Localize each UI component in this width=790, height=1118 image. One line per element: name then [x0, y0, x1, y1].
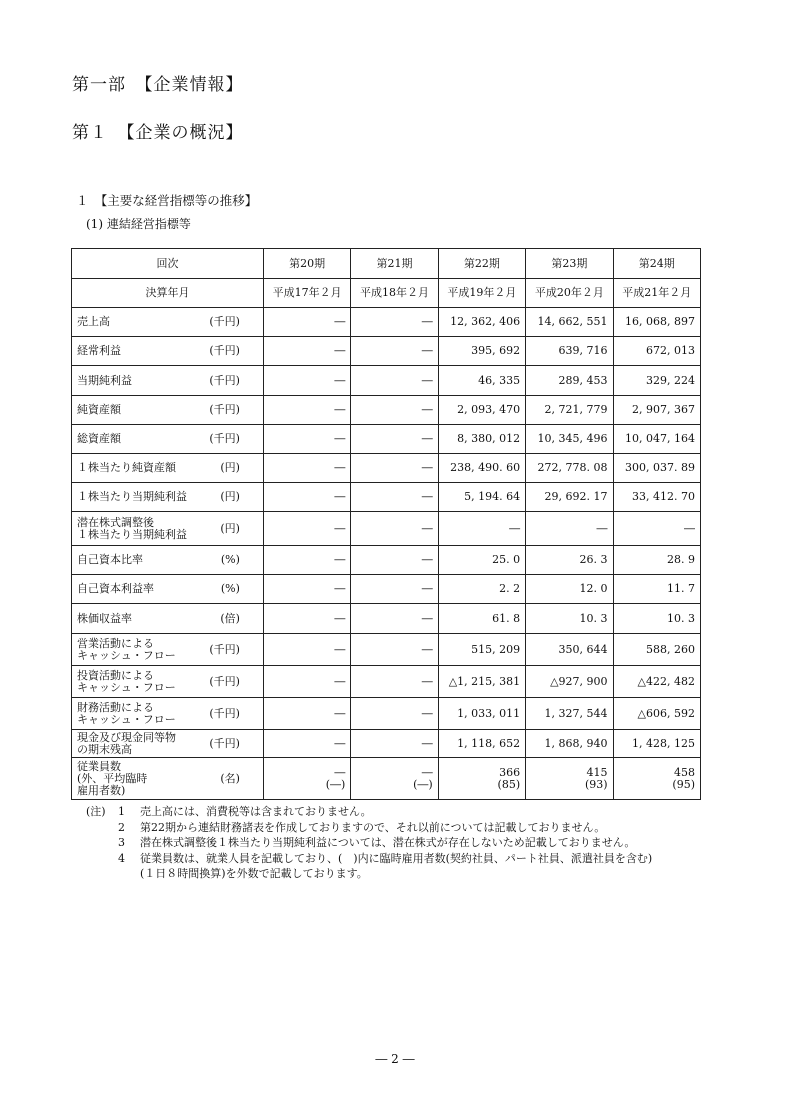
value-cell [438, 634, 525, 666]
row-label: 営業活動による [77, 636, 154, 650]
cell-value: ― [334, 706, 346, 720]
cell-value: 16, 068, 897 [625, 315, 695, 328]
value-cell [613, 604, 700, 634]
cell-subvalue: (85) [497, 777, 521, 791]
cell-value: 272, 778. 08 [537, 461, 608, 474]
value-cell [263, 575, 350, 604]
row-unit: (千円) [209, 403, 240, 416]
value-cell [526, 454, 613, 483]
table-row [72, 730, 701, 758]
cell-value: 515, 209 [471, 642, 521, 656]
note-item [86, 820, 652, 836]
note-item-continuation [86, 866, 652, 882]
row-label: 自己資本利益率 [77, 582, 154, 595]
value-cell [351, 396, 438, 425]
period-header: 第22期 [438, 249, 525, 279]
note-text: 第22期から連結財務諸表を作成しておりますので、それ以前については記載しておりません。 [140, 820, 606, 834]
note-text: (１日８時間換算)を外数で記載しております。 [140, 867, 368, 880]
value-cell [613, 308, 700, 337]
value-cell [263, 546, 350, 575]
page-number: ― 2 ― [375, 1052, 415, 1066]
row-label: 投資活動による [77, 668, 154, 682]
cell-value: △927, 900 [550, 674, 608, 688]
cell-value: 289, 453 [558, 373, 608, 387]
header-label: 決算年月 [72, 279, 264, 308]
subsection-heading: (1) 連結経営指標等 [86, 217, 191, 231]
value-cell [351, 337, 438, 366]
value-cell [526, 308, 613, 337]
value-cell [526, 546, 613, 575]
cell-value: ― [334, 373, 346, 387]
row-label: 現金及び現金同等物 [77, 730, 176, 744]
cell-value: 1, 033, 011 [457, 706, 521, 720]
value-cell [526, 730, 613, 758]
value-cell [438, 666, 525, 698]
row-label: １株当たり当期純利益 [77, 490, 187, 503]
cell-value: 395, 692 [471, 344, 521, 357]
row-label: １株当たり純資産額 [77, 461, 176, 474]
row-label: 自己資本比率 [77, 553, 143, 566]
table-row [72, 634, 701, 666]
value-cell [526, 575, 613, 604]
row-label: 株価収益率 [77, 611, 132, 625]
cell-value: 33, 412. 70 [632, 490, 695, 503]
row-label: 従業員数 [77, 759, 121, 773]
row-unit: (倍) [220, 611, 240, 625]
row-label-cell [72, 758, 264, 800]
cell-value: ― [334, 582, 346, 595]
value-cell [613, 575, 700, 604]
cell-value: 25. 0 [492, 553, 521, 566]
value-cell [263, 366, 350, 396]
date-header: 平成18年２月 [351, 279, 438, 308]
financial-indicators-table [71, 248, 701, 800]
period-header: 第21期 [351, 249, 438, 279]
cell-value: 588, 260 [646, 642, 695, 656]
table-row [72, 698, 701, 730]
table-row [72, 366, 701, 396]
row-unit: (千円) [209, 736, 240, 750]
table-row [72, 575, 701, 604]
cell-value: ― [421, 736, 433, 750]
table-row [72, 337, 701, 366]
cell-value: 1, 868, 940 [544, 736, 608, 750]
cell-value: ― [421, 706, 433, 720]
value-cell [263, 604, 350, 634]
cell-value: ― [334, 521, 346, 535]
table-row [72, 425, 701, 454]
value-cell [351, 698, 438, 730]
cell-value: ― [334, 765, 346, 779]
value-cell [263, 425, 350, 454]
value-cell [613, 698, 700, 730]
cell-value: ― [421, 553, 433, 566]
cell-subvalue: (95) [672, 777, 695, 791]
cell-value: 2, 721, 779 [544, 403, 608, 416]
row-label-cell [72, 337, 264, 366]
cell-value: ― [421, 344, 433, 357]
cell-value: ― [334, 490, 346, 503]
cell-value: ― [334, 461, 346, 474]
period-header: 第20期 [263, 249, 350, 279]
value-cell [351, 425, 438, 454]
table-row [72, 483, 701, 512]
value-cell [351, 604, 438, 634]
cell-value: ― [421, 582, 433, 595]
row-unit: (%) [220, 553, 240, 566]
value-cell [526, 396, 613, 425]
cell-value: ― [421, 642, 433, 656]
row-label: 雇用者数) [77, 783, 126, 797]
value-cell [526, 698, 613, 730]
value-cell [613, 396, 700, 425]
row-label-cell [72, 604, 264, 634]
cell-value: ― [421, 315, 433, 328]
cell-value: ― [334, 432, 346, 445]
note-number: 3 [118, 836, 125, 849]
value-cell [263, 634, 350, 666]
cell-value: 1, 327, 544 [544, 706, 608, 720]
row-label-cell [72, 366, 264, 396]
note-text: 従業員数は、就業人員を記載しており、( )内に臨時雇用者数(契約社員、パート社員、派遣社員を含む) [140, 851, 653, 865]
row-label: １株当たり当期純利益 [77, 527, 187, 541]
note-number: 2 [118, 820, 125, 834]
value-cell [351, 483, 438, 512]
row-label-cell [72, 454, 264, 483]
table-row [72, 546, 701, 575]
cell-value: ― [334, 736, 346, 750]
row-unit: (千円) [209, 373, 240, 387]
row-label: 経常利益 [77, 344, 121, 357]
cell-value: 46, 335 [478, 373, 521, 387]
table-row [72, 604, 701, 634]
cell-value: 10. 3 [579, 611, 608, 625]
cell-value: 8, 380, 012 [457, 432, 521, 445]
row-label: 総資産額 [77, 432, 121, 445]
value-cell [351, 546, 438, 575]
header-label: 回次 [72, 249, 264, 279]
cell-value: 61. 8 [492, 611, 521, 625]
value-cell [438, 483, 525, 512]
cell-value: 14, 662, 551 [537, 315, 608, 328]
row-label-cell [72, 698, 264, 730]
cell-value: ― [421, 674, 433, 688]
value-cell [613, 666, 700, 698]
cell-value: ― [684, 521, 695, 535]
value-cell [526, 512, 613, 546]
cell-value: ― [334, 403, 346, 416]
row-label-cell [72, 546, 264, 575]
table-row [72, 396, 701, 425]
row-unit: (円) [220, 521, 240, 535]
value-cell [263, 308, 350, 337]
cell-value: 458 [674, 765, 695, 779]
cell-value: ― [596, 521, 608, 535]
cell-subvalue: (―) [325, 777, 346, 791]
value-cell [613, 730, 700, 758]
table-row [72, 308, 701, 337]
value-cell [526, 337, 613, 366]
cell-value: ― [421, 403, 433, 416]
value-cell [613, 425, 700, 454]
row-unit: (千円) [209, 706, 240, 720]
note-item [86, 851, 652, 867]
value-cell [526, 425, 613, 454]
note-number: 1 [118, 805, 125, 818]
cell-value: 12, 362, 406 [450, 315, 521, 328]
value-cell [438, 575, 525, 604]
part-heading: 第一部 【企業情報】 [72, 75, 244, 95]
note-item [86, 804, 652, 820]
value-cell [351, 366, 438, 396]
value-cell [438, 758, 525, 800]
table-row [72, 512, 701, 546]
value-cell [263, 698, 350, 730]
value-cell [351, 758, 438, 800]
row-label-cell [72, 425, 264, 454]
row-unit: (千円) [209, 315, 240, 328]
value-cell [351, 634, 438, 666]
cell-value: ― [334, 315, 346, 328]
row-unit: (千円) [209, 674, 240, 688]
row-label: (外、平均臨時 [77, 771, 148, 785]
cell-value: ― [421, 765, 433, 779]
cell-value: 12. 0 [579, 582, 608, 595]
cell-value: 26. 3 [579, 553, 608, 566]
cell-value: △606, 592 [637, 706, 695, 720]
value-cell [438, 454, 525, 483]
date-header: 平成19年２月 [438, 279, 525, 308]
notes [86, 804, 652, 882]
table-row [72, 666, 701, 698]
cell-value: △1, 215, 381 [448, 674, 521, 688]
value-cell [351, 308, 438, 337]
value-cell [438, 337, 525, 366]
row-label-cell [72, 634, 264, 666]
row-label-cell [72, 483, 264, 512]
cell-value: ― [421, 611, 433, 625]
value-cell [613, 366, 700, 396]
value-cell [526, 758, 613, 800]
row-label: 財務活動による [77, 700, 154, 714]
value-cell [438, 546, 525, 575]
cell-value: ― [421, 373, 433, 387]
value-cell [526, 604, 613, 634]
value-cell [351, 730, 438, 758]
value-cell [438, 366, 525, 396]
cell-value: 10, 345, 496 [537, 432, 608, 445]
value-cell [263, 666, 350, 698]
row-label: 当期純利益 [77, 373, 132, 387]
cell-value: 10. 3 [667, 611, 695, 625]
cell-value: ― [334, 344, 346, 357]
value-cell [613, 634, 700, 666]
chapter-heading: 第１ 【企業の概況】 [72, 123, 244, 143]
cell-subvalue: (93) [584, 777, 608, 791]
value-cell [526, 666, 613, 698]
note-text: 売上高には、消費税等は含まれておりません。 [140, 805, 372, 818]
row-label-cell [72, 575, 264, 604]
row-label: キャッシュ・フロー [77, 680, 176, 694]
cell-value: 2, 093, 470 [457, 403, 521, 416]
row-label-cell [72, 308, 264, 337]
value-cell [351, 454, 438, 483]
cell-value: 5, 194. 64 [464, 490, 521, 503]
value-cell [263, 512, 350, 546]
value-cell [438, 512, 525, 546]
cell-value: ― [421, 521, 433, 535]
period-header: 第23期 [526, 249, 613, 279]
value-cell [351, 575, 438, 604]
cell-value: ― [421, 461, 433, 474]
row-unit: (千円) [209, 642, 240, 656]
row-unit: (名) [220, 771, 240, 785]
note-item [86, 835, 652, 851]
period-header: 第24期 [613, 249, 700, 279]
value-cell [526, 366, 613, 396]
cell-value: 28. 9 [667, 553, 695, 566]
row-label-cell [72, 730, 264, 758]
value-cell [263, 730, 350, 758]
cell-value: 366 [499, 765, 521, 779]
value-cell [613, 337, 700, 366]
cell-value: ― [334, 553, 346, 566]
date-header: 平成20年２月 [526, 279, 613, 308]
cell-value: 329, 224 [646, 373, 695, 387]
row-label: キャッシュ・フロー [77, 712, 176, 726]
value-cell [438, 425, 525, 454]
date-header: 平成21年２月 [613, 279, 700, 308]
cell-value: 300, 037. 89 [625, 461, 695, 474]
value-cell [263, 337, 350, 366]
value-cell [351, 666, 438, 698]
value-cell [263, 758, 350, 800]
row-label: の期末残高 [77, 742, 132, 756]
row-label: 潜在株式調整後 [77, 515, 154, 529]
note-text: 潜在株式調整後１株当たり当期純利益については、潜在株式が存在しないため記載しておりません。 [140, 836, 636, 849]
row-unit: (円) [220, 461, 240, 474]
table-row [72, 454, 701, 483]
row-unit: (円) [220, 490, 240, 503]
note-number: 4 [118, 851, 125, 865]
cell-value: 2, 907, 367 [632, 403, 695, 416]
value-cell [263, 454, 350, 483]
cell-value: 1, 428, 125 [632, 736, 695, 750]
row-label: 純資産額 [77, 403, 121, 416]
cell-value: 415 [586, 765, 608, 779]
cell-value: ― [334, 642, 346, 656]
row-unit: (千円) [209, 344, 240, 357]
cell-value: 672, 013 [646, 344, 695, 357]
cell-value: 350, 644 [558, 642, 608, 656]
value-cell [613, 483, 700, 512]
cell-value: 2. 2 [499, 582, 521, 595]
cell-value: ― [334, 674, 346, 688]
value-cell [613, 758, 700, 800]
row-label-cell [72, 512, 264, 546]
value-cell [613, 454, 700, 483]
cell-value: 10, 047, 164 [625, 432, 695, 445]
value-cell [526, 634, 613, 666]
cell-value: ― [334, 611, 346, 625]
notes-prefix: (注) [86, 805, 106, 818]
value-cell [351, 512, 438, 546]
value-cell [263, 483, 350, 512]
cell-value: △422, 482 [637, 674, 695, 688]
cell-value: 238, 490. 60 [450, 461, 521, 474]
value-cell [263, 396, 350, 425]
row-label-cell [72, 396, 264, 425]
value-cell [613, 512, 700, 546]
header-row-period [72, 249, 701, 279]
value-cell [438, 396, 525, 425]
cell-value: ― [421, 432, 433, 445]
cell-value: 11. 7 [667, 582, 695, 595]
date-header: 平成17年２月 [263, 279, 350, 308]
row-label-cell [72, 666, 264, 698]
value-cell [438, 730, 525, 758]
value-cell [526, 483, 613, 512]
table-row [72, 758, 701, 800]
row-label: キャッシュ・フロー [77, 648, 176, 662]
cell-value: 639, 716 [558, 344, 608, 357]
section-heading: １ 【主要な経営指標等の推移】 [76, 193, 258, 208]
row-unit: (千円) [209, 432, 240, 445]
row-label: 売上高 [77, 315, 110, 328]
header-row-date [72, 279, 701, 308]
cell-subvalue: (―) [413, 777, 433, 791]
value-cell [438, 308, 525, 337]
value-cell [438, 604, 525, 634]
value-cell [438, 698, 525, 730]
cell-value: ― [509, 521, 521, 535]
cell-value: 1, 118, 652 [457, 736, 521, 750]
row-unit: (%) [220, 582, 240, 595]
cell-value: 29, 692. 17 [544, 490, 608, 503]
cell-value: ― [421, 490, 433, 503]
value-cell [613, 546, 700, 575]
